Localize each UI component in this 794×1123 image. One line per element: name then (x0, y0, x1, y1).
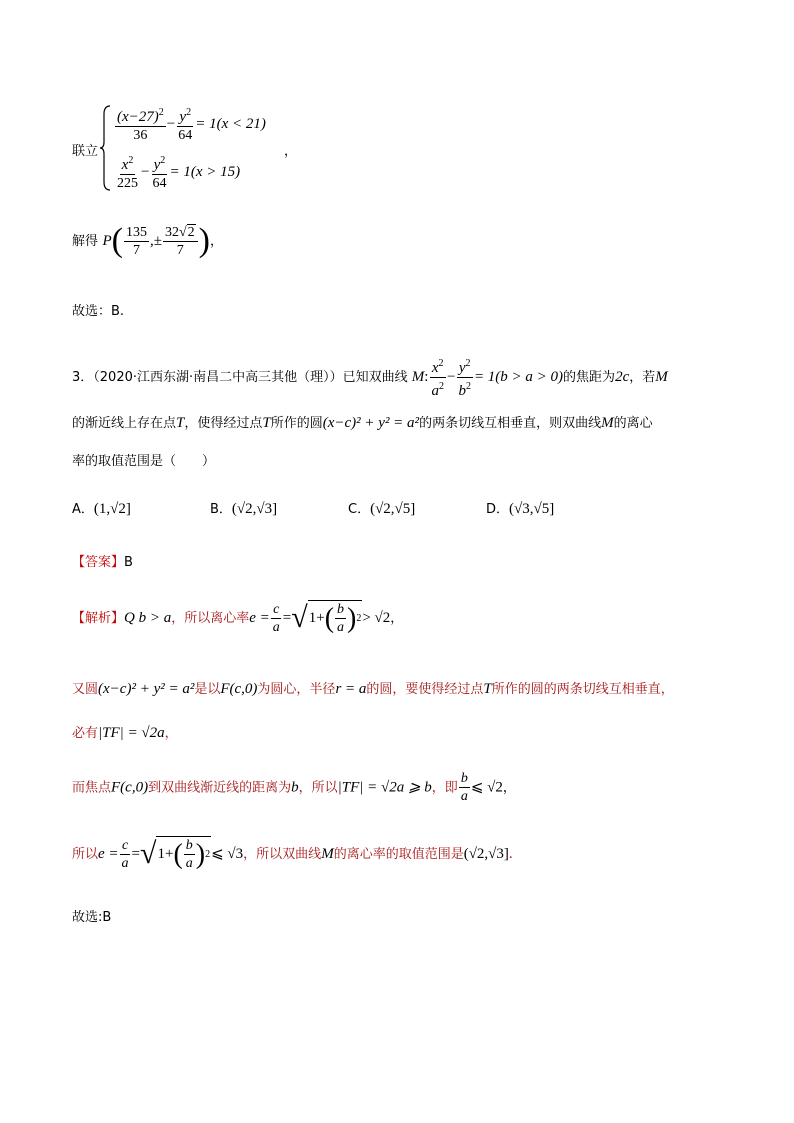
eq2-rhs: = 1(x > 15) (169, 164, 241, 180)
question-line-2: 的渐近线上存在点T，使得经过点T所作的圆(x−c)² + y² = a²的两条切线互相垂直，则双曲线M的离心 (72, 415, 653, 431)
question-line-1: 3．（2020·江西东湖·南昌二中高三其他（理））已知双曲线 M: $\frac{x^2}{a^2}$ − $\frac{y^2}{b^2}$ = 1(b > a > 0)的焦距为2c，若M (72, 355, 668, 400)
option-d: D．(√3,√5] (486, 501, 555, 517)
answer-label: 【答案】 (72, 555, 125, 570)
analysis-line-5: 所以e = $\frac{c}{a}$ =√ 1+ ( b a ) 2 ⩽ √3，所以双曲线M的离心率的取值范围是(√2,√3]. (72, 837, 513, 871)
eq1-numerator: (x−27) (117, 109, 159, 125)
equation-1: $\frac{(x-27)^2}{36}$ − $\frac{y^2}{64}$ = 1(x < 21) (114, 104, 266, 144)
choice-line-1: 故选：B. (72, 304, 125, 319)
choice-line-2: 故选:B (72, 910, 112, 925)
equation-2: $\frac{x^2}{225}$ − $\frac{y^2}{64}$ = 1(x > 15) (114, 152, 240, 192)
analysis-line-1: 【解析】Q b > a，所以离心率e = $\frac{c}{a}$ =√ 1+ ( b a ) 2 > √2， (72, 601, 404, 635)
analysis-line-4: 而焦点F(c,0)到双曲线渐近线的距离为b，所以|TF| = √2a ⩾ b，即 $\frac{b}{a}$ ⩽ √2， (72, 771, 516, 804)
left-brace (100, 104, 112, 192)
option-b: B．(√2,√3] (210, 501, 278, 517)
option-a: A．(1,√2] (72, 501, 131, 517)
analysis-line-3: 必有|TF| = √2a， (72, 725, 178, 741)
analysis-line-2: 又圆(x−c)² + y² = a²是以F(c,0)为圆心，半径r = a的圆，要使得经过点T所作的圆的两条切线互相垂直， (72, 681, 674, 697)
solution-line: 解得 P( $\frac{135}{7}$ ,± $\frac{32√2}{7}$ )， (72, 222, 223, 259)
question-line-3: 率的取值范围是（ ） (72, 454, 216, 469)
eq1-denominator: 36 (133, 128, 148, 143)
option-c: C．(√2,√5] (348, 501, 416, 517)
eq1-rhs: = 1(x < 21) (195, 116, 266, 132)
answer-line (72, 551, 133, 570)
system-prefix: 联立 (72, 144, 99, 159)
answer-value: B (124, 555, 133, 570)
